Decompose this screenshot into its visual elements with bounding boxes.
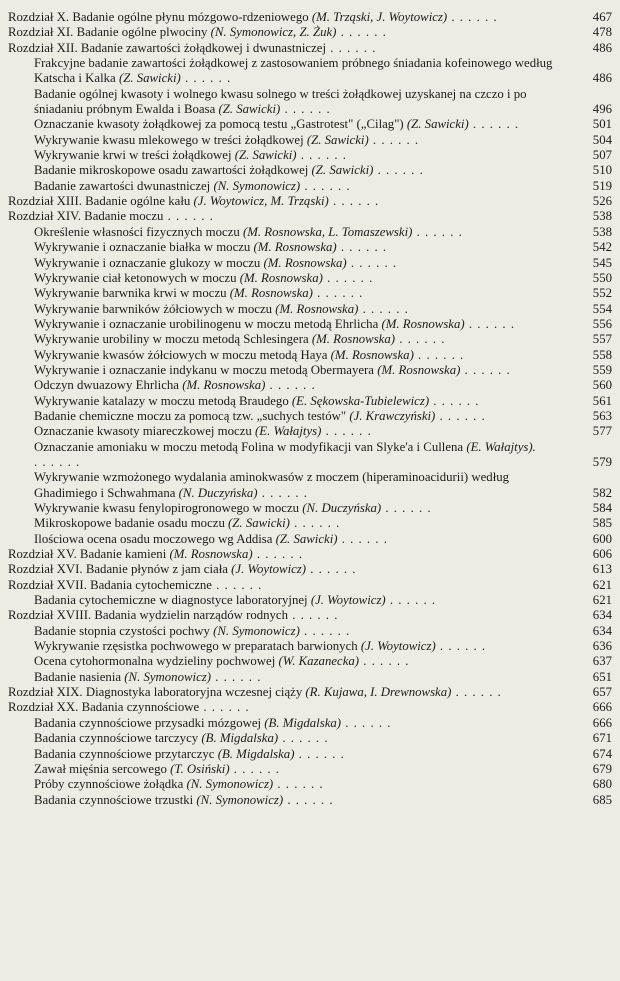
dot-leader: . . . . . . xyxy=(395,332,446,347)
entry-text xyxy=(34,348,612,363)
entry-title: Rozdział XIII. Badanie ogólne kału xyxy=(8,194,191,209)
entry-title: Wykrywanie ciał ketonowych w moczu xyxy=(34,270,237,285)
entry-authors: (J. Woytowicz) xyxy=(360,639,436,654)
section-entry xyxy=(34,440,612,471)
section-entry xyxy=(34,302,612,317)
entry-text xyxy=(8,700,612,715)
section-entry xyxy=(34,716,612,731)
dot-leader: . . . . . . xyxy=(341,715,392,730)
entry-title: Badanie nasienia xyxy=(34,669,122,684)
dot-leader: . . . . . . xyxy=(299,623,351,638)
entry-authors: (Z. Sawicki) xyxy=(311,163,374,178)
dot-leader: . . . . . . xyxy=(435,408,486,423)
entry-title: Rozdział XI. Badanie ogólne plwociny xyxy=(8,25,208,40)
entry-title: Wykrywanie krwi w treści żołądkowej xyxy=(34,148,232,163)
chapter-entry xyxy=(8,562,612,577)
section-entry xyxy=(34,501,612,516)
section-entry xyxy=(34,117,612,132)
entry-title: Rozdział XIX. Diagnostyka laboratoryjna wczesnej ciąży xyxy=(8,685,303,700)
entry-text xyxy=(34,56,612,87)
entry-authors: (Z. Sawicki) xyxy=(306,132,369,147)
section-entry xyxy=(34,670,612,685)
section-entry xyxy=(34,470,612,501)
dot-leader: . . . . . . xyxy=(288,608,339,623)
section-entry xyxy=(34,133,612,148)
entry-title: Wykrywanie barwników żółciowych w moczu xyxy=(34,301,273,316)
page-number: 560 xyxy=(592,378,612,393)
dot-leader: . . . . . . xyxy=(368,132,420,147)
entry-text xyxy=(8,578,612,593)
entry-authors: (Z. Sawicki) xyxy=(275,531,338,546)
section-entry xyxy=(34,87,612,118)
entry-authors: (J. Woytowicz) xyxy=(310,593,386,608)
entry-title: Oznaczanie kwasoty miareczkowej moczu xyxy=(34,424,252,439)
dot-leader: . . . . . . xyxy=(257,485,308,500)
section-entry xyxy=(34,731,612,746)
section-entry xyxy=(34,516,612,531)
entry-title: Badania czynnościowe trzustki xyxy=(34,792,194,807)
entry-title: Wykrywanie urobiliny w moczu metodą Schlesingera xyxy=(34,332,309,347)
section-entry xyxy=(34,424,612,439)
page-number: 556 xyxy=(592,316,612,331)
chapter-entry xyxy=(8,209,612,224)
entry-authors: (M. Rosnowska) xyxy=(229,286,313,301)
dot-leader: . . . . . . xyxy=(211,669,262,684)
section-entry xyxy=(34,532,612,547)
dot-leader: . . . . . . xyxy=(412,224,463,239)
entry-text xyxy=(34,624,612,639)
chapter-entry xyxy=(8,41,612,56)
entry-title: Wykrywanie i oznaczanie indykanu w moczu metodą Obermayera xyxy=(34,362,374,377)
dot-leader: . . . . . . xyxy=(283,792,334,807)
section-entry xyxy=(34,762,612,777)
section-entry xyxy=(34,225,612,240)
page-number: 558 xyxy=(592,347,612,362)
dot-leader: . . . . . . xyxy=(278,731,329,746)
entry-title: Rozdział XII. Badanie zawartości żołądkowej i dwunastniczej xyxy=(8,40,327,55)
entry-authors: (J. Woytowicz) xyxy=(231,562,307,577)
section-entry xyxy=(34,317,612,332)
page-number: 634 xyxy=(592,623,612,638)
chapter-entry xyxy=(8,547,612,562)
entry-title: Próby czynnościowe żołądka xyxy=(34,777,184,792)
dot-leader: . . . . . . xyxy=(321,424,372,439)
entry-authors: (E. Sękowska-Tubielewicz) xyxy=(291,393,430,408)
dot-leader: . . . . . . xyxy=(34,454,81,469)
dot-leader: . . . . . . xyxy=(460,362,511,377)
entry-title: Wykrywanie kwasu mlekowego w treści żołądkowej xyxy=(34,132,304,147)
entry-title: Rozdział XVI. Badanie płynów z jam ciała xyxy=(8,562,228,577)
page-number: 585 xyxy=(592,516,612,531)
entry-title: Frakcyjne badanie zawartości żołądkowej z zastosowaniem próbnego śniadania kofeinowego według Katscha i Kalka xyxy=(34,56,553,86)
dot-leader: . . . . . . xyxy=(326,40,377,55)
section-entry xyxy=(34,593,612,608)
entry-authors: (Z. Sawicki) xyxy=(228,516,290,531)
entry-authors: (E. Wałajtys). xyxy=(466,439,536,454)
page-number: 501 xyxy=(592,117,612,132)
section-entry xyxy=(34,163,612,178)
section-entry xyxy=(34,378,612,393)
entry-authors: (M. Trząski, J. Woytowicz) xyxy=(311,10,448,24)
entry-text xyxy=(34,670,612,685)
page-number: 557 xyxy=(592,332,612,347)
entry-text xyxy=(34,747,612,762)
entry-title: Odczyn dwuazowy Ehrlicha xyxy=(34,378,179,393)
entry-title: Rozdział X. Badanie ogólne płynu mózgowo-rdzeniowego xyxy=(8,10,309,24)
page-number: 674 xyxy=(592,746,612,761)
section-entry xyxy=(34,747,612,762)
section-entry xyxy=(34,256,612,271)
entry-authors: (Z. Sawicki) xyxy=(406,117,469,132)
page-number: 561 xyxy=(592,393,612,408)
dot-leader: . . . . . . xyxy=(451,685,502,700)
entry-text xyxy=(8,547,612,562)
page-number: 552 xyxy=(592,286,612,301)
entry-text xyxy=(34,378,612,393)
entry-title: Wykrywanie barwnika krwi w moczu xyxy=(34,286,227,301)
section-entry xyxy=(34,624,612,639)
entry-authors: (M. Rosnowska) xyxy=(330,347,414,362)
entry-text xyxy=(34,332,612,347)
dot-leader: . . . . . . xyxy=(289,516,341,531)
page-number: 582 xyxy=(592,485,612,500)
entry-text xyxy=(34,117,612,132)
chapter-entry xyxy=(8,25,612,40)
section-entry xyxy=(34,394,612,409)
page-number: 621 xyxy=(592,593,612,608)
entry-title: Badanie chemiczne moczu za pomocą tzw. „suchych testów" xyxy=(34,408,347,423)
entry-authors: (Z. Sawicki) xyxy=(118,71,181,86)
entry-authors: (N. Duczyńska) xyxy=(178,485,258,500)
entry-text xyxy=(34,470,612,501)
entry-text xyxy=(34,654,612,669)
entry-title: Określenie własności fizycznych moczu xyxy=(34,224,240,239)
page-number: 636 xyxy=(592,639,612,654)
entry-title: Badania czynnościowe tarczycy xyxy=(34,731,199,746)
entry-text xyxy=(34,731,612,746)
page-number: 634 xyxy=(592,608,612,623)
section-entry xyxy=(34,654,612,669)
section-entry xyxy=(34,639,612,654)
section-entry xyxy=(34,179,612,194)
entry-authors: (Z. Sawicki) xyxy=(234,148,297,163)
page-number: 550 xyxy=(592,270,612,285)
entry-text xyxy=(34,532,612,547)
entry-authors: (N. Symonowicz) xyxy=(213,623,300,638)
dot-leader: . . . . . . xyxy=(300,178,351,193)
entry-text xyxy=(34,317,612,332)
entry-authors: (M. Rosnowska) xyxy=(377,362,461,377)
entry-authors: (N. Symonowicz) xyxy=(213,178,301,193)
entry-text xyxy=(34,179,612,194)
dot-leader: . . . . . . xyxy=(413,347,465,362)
page-number: 579 xyxy=(592,454,612,469)
dot-leader: . . . . . . xyxy=(429,393,480,408)
entry-text xyxy=(34,440,612,471)
entry-text xyxy=(34,394,612,409)
dot-leader: . . . . . . xyxy=(163,209,214,224)
section-entry xyxy=(34,286,612,301)
entry-authors: (J. Woytowicz, M. Trząski) xyxy=(193,194,329,209)
chapter-entry xyxy=(8,685,612,700)
page-number: 478 xyxy=(592,25,612,40)
entry-title: Wykrywanie katalazy w moczu metodą Braudego xyxy=(34,393,289,408)
entry-title: Rozdział XV. Badanie kamieni xyxy=(8,547,167,562)
entry-text xyxy=(8,194,612,209)
entry-authors: (M. Rosnowska) xyxy=(253,240,337,255)
entry-title: Oznaczanie kwasoty żołądkowej za pomocą testu „Gastrotest" („Cilag") xyxy=(34,117,404,132)
section-entry xyxy=(34,409,612,424)
entry-title: Badania cytochemiczne w diagnostyce laboratoryjnej xyxy=(34,593,308,608)
entry-text xyxy=(8,10,612,25)
entry-text xyxy=(34,409,612,424)
entry-title: Badanie zawartości dwunastniczej xyxy=(34,178,211,193)
page-number: 584 xyxy=(592,501,612,515)
page-number: 680 xyxy=(592,777,612,792)
page-number: 542 xyxy=(592,240,612,255)
dot-leader: . . . . . . xyxy=(229,761,280,776)
chapter-entry xyxy=(8,194,612,209)
dot-leader: . . . . . . xyxy=(385,593,437,608)
entry-text xyxy=(34,593,612,608)
entry-title: Badania czynnościowe przysadki mózgowej xyxy=(34,715,262,730)
entry-text xyxy=(34,271,612,286)
entry-text xyxy=(34,501,612,516)
section-entry xyxy=(34,777,612,792)
entry-text xyxy=(34,225,612,240)
page-number: 613 xyxy=(592,562,612,577)
dot-leader: . . . . . . xyxy=(337,531,388,546)
entry-title: Wykrywanie wzmożonego wydalania aminokwasów z moczem (hiperaminoacidurii) według Ghadimiego i Schwahmana xyxy=(34,470,510,500)
entry-title: Badanie ogólnej kwasoty i wolnego kwasu solnego w treści żołądkowej uzyskanej na czczo i po śniadaniu próbnym Ewalda i Boasa xyxy=(34,86,527,117)
page-number: 486 xyxy=(592,71,612,86)
page-number: 510 xyxy=(592,163,612,178)
page-number: 577 xyxy=(592,424,612,439)
entry-authors: (T. Osiński) xyxy=(170,761,230,776)
entry-authors: (M. Rosnowska) xyxy=(169,547,253,562)
dot-leader: . . . . . . xyxy=(358,301,409,316)
entry-authors: (N. Symonowicz) xyxy=(186,777,274,792)
entry-title: Ocena cytohormonalna wydzieliny pochwowej xyxy=(34,654,276,669)
entry-text xyxy=(34,163,612,178)
dot-leader: . . . . . . xyxy=(468,117,520,132)
entry-title: Rozdział XVIII. Badania wydzielin narządów rodnych xyxy=(8,608,289,623)
entry-text xyxy=(34,133,612,148)
entry-text xyxy=(34,716,612,731)
entry-text xyxy=(8,25,612,40)
page-number: 600 xyxy=(592,531,612,546)
entry-title: Wykrywanie i oznaczanie glukozy w moczu xyxy=(34,255,261,270)
entry-text xyxy=(34,639,612,654)
dot-leader: . . . . . . xyxy=(336,240,388,255)
entry-text xyxy=(34,148,612,163)
entry-authors: (N. Symonowicz, Z. Żuk) xyxy=(210,25,337,40)
entry-authors: (M. Rosnowska) xyxy=(381,316,465,331)
entry-authors: (M. Rosnowska) xyxy=(275,301,359,316)
entry-text xyxy=(34,87,612,118)
entry-authors: (B. Migdalska) xyxy=(217,746,295,761)
entry-authors: (M. Rosnowska) xyxy=(263,255,347,270)
dot-leader: . . . . . . xyxy=(296,148,347,163)
entry-title: Zawał mięśnia sercowego xyxy=(34,761,167,776)
page-number: 666 xyxy=(592,700,612,715)
entry-title: Rozdział XX. Badania czynnościowe xyxy=(8,700,200,715)
entry-text xyxy=(34,777,612,792)
page-number: 657 xyxy=(592,685,612,700)
entry-authors: (M. Rosnowska) xyxy=(182,378,266,393)
section-entry xyxy=(34,793,612,808)
entry-title: Rozdział XVII. Badania cytochemiczne xyxy=(8,577,212,592)
entry-text xyxy=(8,685,612,700)
entry-text xyxy=(34,363,612,378)
entry-authors: (M. Rosnowska, L. Tomaszewski) xyxy=(242,224,413,239)
section-entry xyxy=(34,148,612,163)
dot-leader: . . . . . . xyxy=(336,25,387,40)
section-entry xyxy=(34,363,612,378)
entry-text xyxy=(34,302,612,317)
page-number: 538 xyxy=(592,224,612,239)
page-number: 486 xyxy=(592,40,612,55)
page-number: 507 xyxy=(592,148,612,163)
chapter-entry xyxy=(8,578,612,593)
page-number: 504 xyxy=(592,132,612,147)
entry-text xyxy=(34,286,612,301)
entry-authors: (M. Rosnowska) xyxy=(239,270,323,285)
entry-text xyxy=(34,762,612,777)
page-number: 554 xyxy=(592,301,612,316)
section-entry xyxy=(34,348,612,363)
dot-leader: . . . . . . xyxy=(252,547,304,562)
section-entry xyxy=(34,56,612,87)
chapter-entry xyxy=(8,608,612,623)
dot-leader: . . . . . . xyxy=(359,654,410,669)
dot-leader: . . . . . . xyxy=(280,102,331,117)
entry-authors: (B. Migdalska) xyxy=(264,715,342,730)
entry-text xyxy=(8,41,612,56)
page-number: 606 xyxy=(592,547,612,562)
entry-text xyxy=(34,240,612,255)
entry-authors: (N. Duczyńska) xyxy=(302,501,382,515)
entry-authors: (N. Symonowicz) xyxy=(196,792,284,807)
dot-leader: . . . . . . xyxy=(199,700,250,715)
dot-leader: . . . . . . xyxy=(328,194,380,209)
entry-text xyxy=(8,562,612,577)
dot-leader: . . . . . . xyxy=(306,562,357,577)
page-number: 666 xyxy=(592,715,612,730)
section-entry xyxy=(34,332,612,347)
entry-title: Ilościowa ocena osadu moczowego wg Addisa xyxy=(34,531,273,546)
dot-leader: . . . . . . xyxy=(265,378,316,393)
entry-title: Oznaczanie amoniaku w moczu metodą Folina w modyfikacji van Slyke'a i Cullena xyxy=(34,439,464,454)
entry-text xyxy=(34,516,612,531)
page-number: 621 xyxy=(592,577,612,592)
dot-leader: . . . . . . xyxy=(273,777,324,792)
dot-leader: . . . . . . xyxy=(211,577,263,592)
entry-authors: (N. Symonowicz) xyxy=(124,669,211,684)
entry-title: Wykrywanie i oznaczanie urobilinogenu w moczu metodą Ehrlicha xyxy=(34,316,379,331)
entry-text xyxy=(8,209,612,224)
dot-leader: . . . . . . xyxy=(322,270,374,285)
dot-leader: . . . . . . xyxy=(435,639,487,654)
dot-leader: . . . . . . xyxy=(312,286,364,301)
entry-text xyxy=(34,793,612,808)
page-number: 679 xyxy=(592,761,612,776)
entry-authors: (B. Migdalska) xyxy=(201,731,279,746)
chapter-entry xyxy=(8,700,612,715)
page-number: 545 xyxy=(592,255,612,270)
entry-title: Badania czynnościowe przytarczyc xyxy=(34,746,215,761)
section-entry xyxy=(34,240,612,255)
dot-leader: . . . . . . xyxy=(346,255,398,270)
dot-leader: . . . . . . xyxy=(381,501,432,515)
page-number: 637 xyxy=(592,654,612,669)
page-number: 519 xyxy=(592,178,612,193)
page-number: 496 xyxy=(592,102,612,117)
page-number: 685 xyxy=(592,792,612,807)
entry-authors: (M. Rosnowska) xyxy=(311,332,396,347)
page-number: 467 xyxy=(592,10,612,24)
dot-leader: . . . . . . xyxy=(180,71,232,86)
entry-title: Wykrywanie kwasu fenylopirogronowego w moczu xyxy=(34,501,300,515)
page-number: 538 xyxy=(592,209,612,224)
entry-authors: (Z. Sawicki) xyxy=(218,102,281,117)
entry-authors: (W. Kazanecka) xyxy=(278,654,360,669)
page-number: 651 xyxy=(592,669,612,684)
entry-text xyxy=(34,256,612,271)
dot-leader: . . . . . . xyxy=(294,746,345,761)
chapter-entry xyxy=(8,10,612,25)
entry-title: Mikroskopowe badanie osadu moczu xyxy=(34,516,225,531)
page-number: 671 xyxy=(592,731,612,746)
entry-title: Rozdział XIV. Badanie moczu xyxy=(8,209,164,224)
entry-title: Wykrywanie kwasów żółciowych w moczu metodą Haya xyxy=(34,347,328,362)
dot-leader: . . . . . . xyxy=(447,10,498,24)
entry-title: Wykrywanie rzęsistka pochwowego w preparatach barwionych xyxy=(34,639,358,654)
table-of-contents xyxy=(0,10,620,808)
section-entry xyxy=(34,271,612,286)
entry-text xyxy=(8,608,612,623)
entry-title: Badanie mikroskopowe osadu zawartości żołądkowej xyxy=(34,163,309,178)
entry-authors: (E. Wałajtys) xyxy=(255,424,322,439)
entry-title: Badanie stopnia czystości pochwy xyxy=(34,623,210,638)
page-number: 559 xyxy=(592,362,612,377)
page-number: 526 xyxy=(592,194,612,209)
entry-authors: (J. Krawczyński) xyxy=(349,408,436,423)
dot-leader: . . . . . . xyxy=(373,163,424,178)
dot-leader: . . . . . . xyxy=(464,316,516,331)
entry-authors: (R. Kujawa, I. Drewnowska) xyxy=(305,685,452,700)
entry-title: Wykrywanie i oznaczanie białka w moczu xyxy=(34,240,251,255)
entry-text xyxy=(34,424,612,439)
page-number: 563 xyxy=(592,408,612,423)
